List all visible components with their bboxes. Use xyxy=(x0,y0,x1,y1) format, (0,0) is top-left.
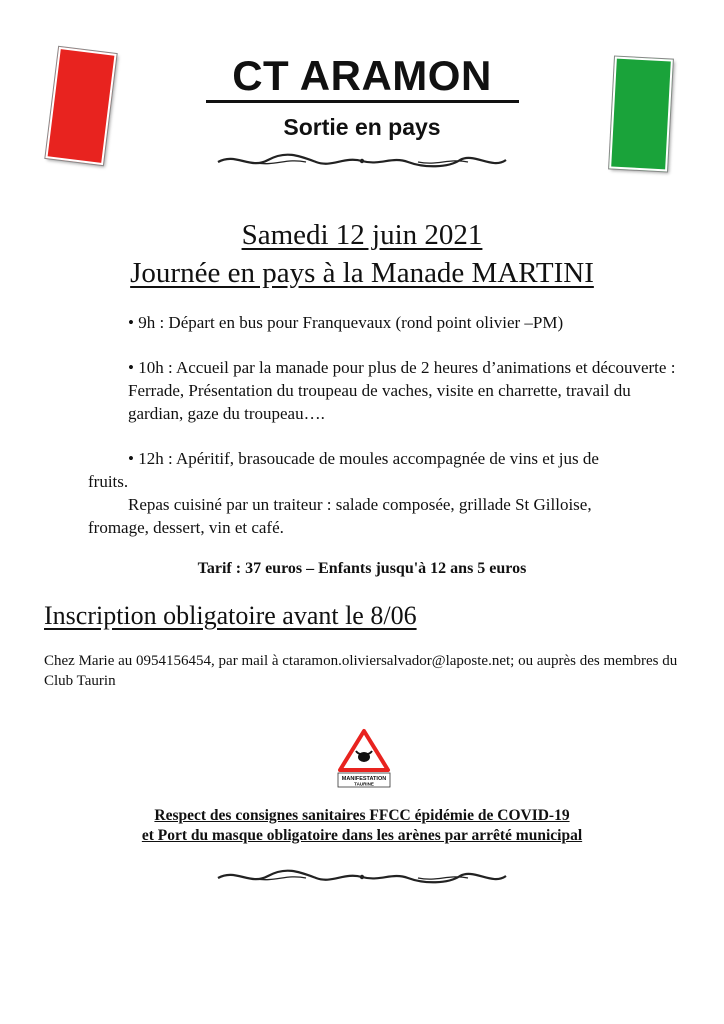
bull-warning-sign-icon xyxy=(336,728,392,788)
meal-lead: Repas cuisiné par un traiteur : salade composée, grillade St Gilloise, xyxy=(128,495,592,514)
notice-line-1: Respect des consignes sanitaires FFCC épidémie de COVID-19 xyxy=(154,807,570,824)
tarif: Tarif : 37 euros – Enfants jusqu'à 12 ans 5 euros xyxy=(197,560,527,577)
program-item-10h xyxy=(88,356,688,425)
program-item-12h xyxy=(88,447,688,539)
program-item-12h-cont: fruits. xyxy=(88,472,129,491)
sanitary-notice xyxy=(0,806,724,846)
club-title: CT ARAMON xyxy=(232,52,492,99)
meal-cont: fromage, dessert, vin et café. xyxy=(88,518,284,537)
event-date: Samedi 12 juin 2021 xyxy=(241,219,483,251)
inscription-title: Inscription obligatoire avant le 8/06 xyxy=(44,601,417,630)
program xyxy=(88,311,688,539)
program-item-9h: • 9h : Départ en bus pour Franquevaux (rond point olivier –PM) xyxy=(128,313,564,332)
sign-text-line2: TAURINE xyxy=(354,781,374,787)
subtitle: Sortie en pays xyxy=(283,114,441,140)
contact-info: Chez Marie au 0954156454, par mail à ctaramon.oliviersalvador@laposte.net; ou auprès des membres du Club Taurin xyxy=(44,653,678,689)
sign-text-line1: MANIFESTATION xyxy=(341,776,387,782)
ornament-divider-icon xyxy=(216,150,508,172)
notice-line-2: et Port du masque obligatoire dans les arènes par arrêté municipal xyxy=(141,827,583,844)
program-item-10h-text: • 10h : Accueil par la manade pour plus de 2 heures d’animations et découverte : Ferrade, Présentation du troupeau de vaches, visite en charrette, travail du gardian, gaze du troupeau…. xyxy=(128,358,676,423)
title-underline xyxy=(206,100,519,103)
program-item-12h-lead: • 12h : Apéritif, brasoucade de moules accompagnée de vins et jus de xyxy=(128,449,599,468)
ornament-divider-bottom-icon xyxy=(216,866,508,888)
event-title: Journée en pays à la Manade MARTINI xyxy=(130,257,594,289)
